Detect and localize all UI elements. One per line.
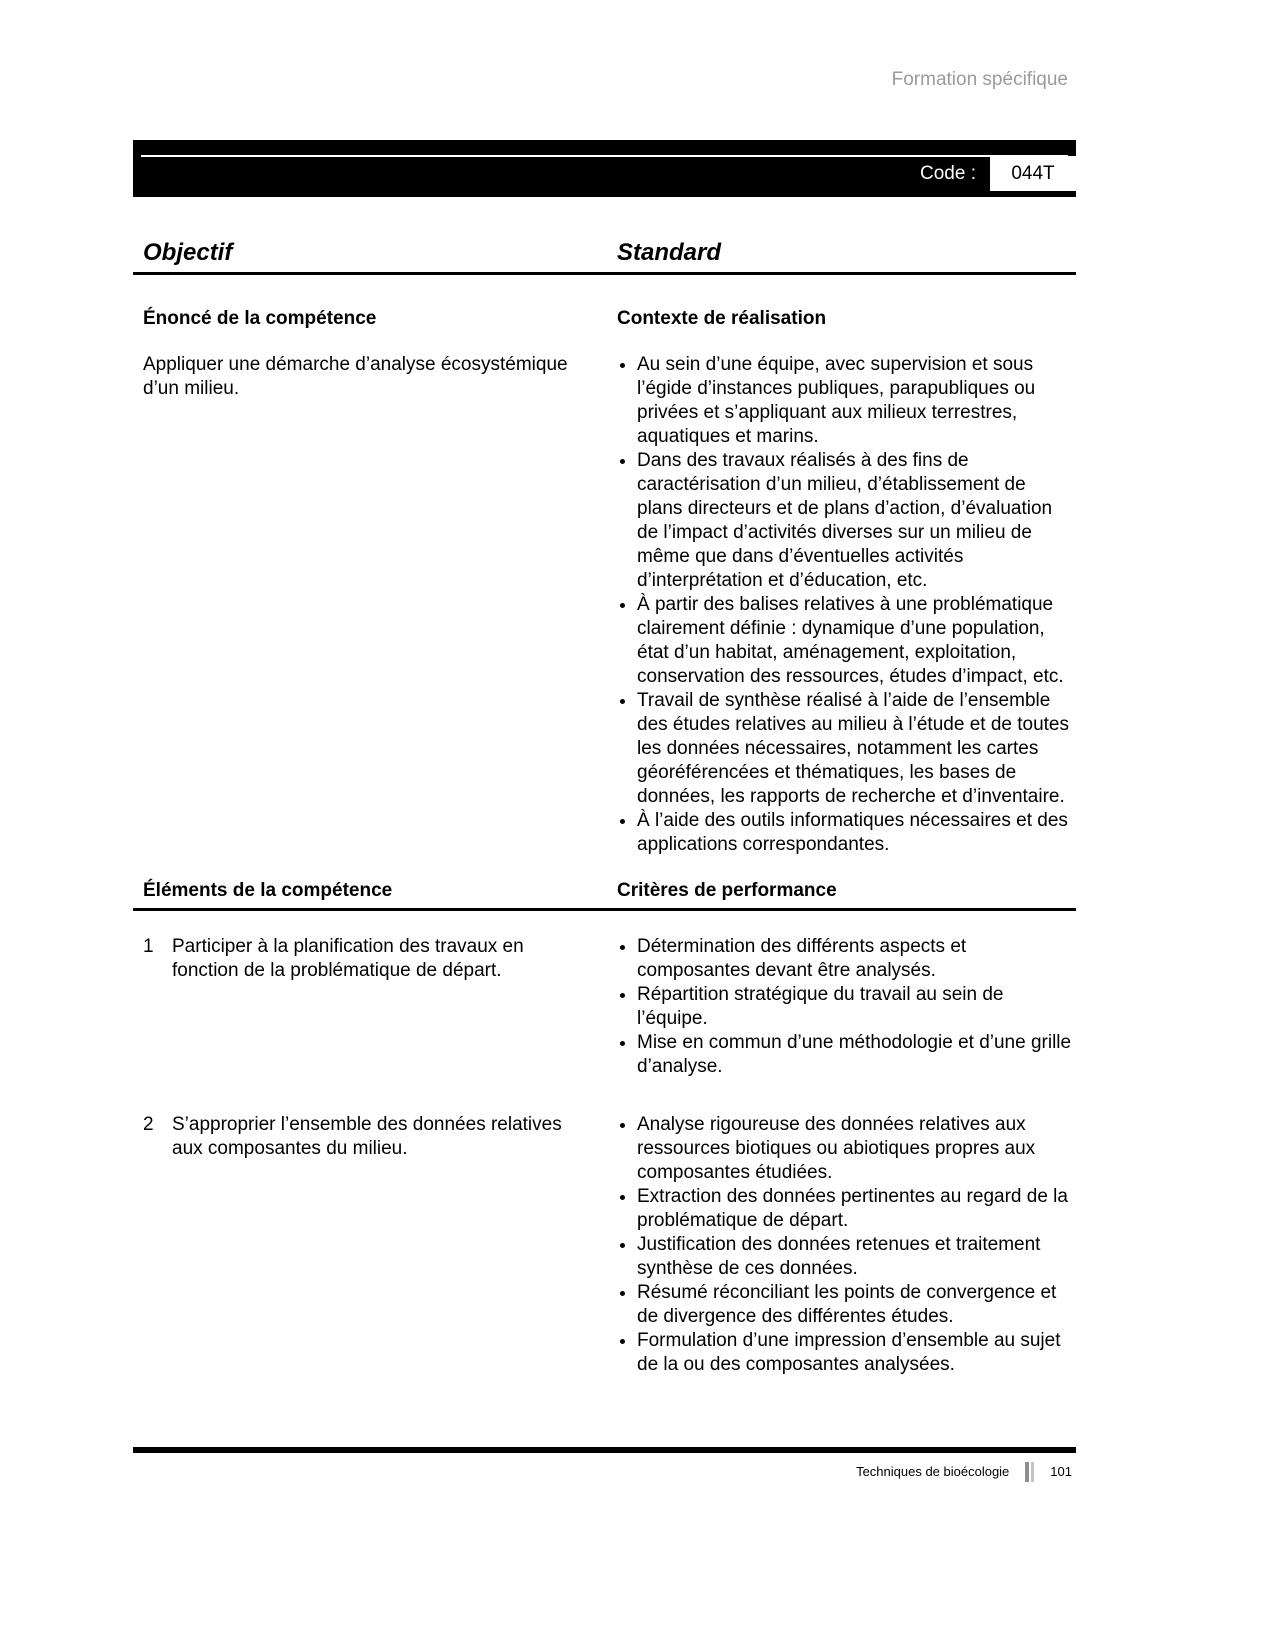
element-row bbox=[133, 935, 1076, 1079]
page-number: 101 bbox=[1050, 1464, 1072, 1479]
element-cell bbox=[133, 935, 617, 1079]
code-label: Code : bbox=[920, 163, 976, 184]
criteria-bullet: • Détermination des différents aspects et composantes devant être analysés. bbox=[637, 935, 1076, 983]
criteria-bullet: • Justification des données retenues et traitement synthèse de ces données. bbox=[637, 1233, 1076, 1281]
criteria-bullet: • Extraction des données pertinentes au regard de la problématique de départ. bbox=[637, 1185, 1076, 1233]
page-footer bbox=[133, 1447, 1076, 1482]
element-text: Participer à la planification des travaux en fonction de la problématique de départ. bbox=[172, 936, 524, 981]
elements-criteria-headers bbox=[133, 879, 1076, 903]
element-number: 1 bbox=[143, 936, 154, 957]
standard-title: Standard bbox=[617, 239, 722, 266]
competence-cell bbox=[133, 307, 617, 857]
elements-rule bbox=[133, 908, 1076, 911]
separator-bar-icon bbox=[1025, 1462, 1029, 1482]
code-value-box bbox=[990, 156, 1076, 191]
section-label: Formation spécifique bbox=[891, 69, 1068, 90]
competence-statement: Appliquer une démarche d’analyse écosystémique d’un milieu. bbox=[143, 354, 568, 399]
document-page bbox=[133, 0, 1076, 1377]
footer-meta bbox=[133, 1462, 1076, 1482]
context-cell bbox=[617, 307, 1076, 857]
competence-context-section bbox=[133, 307, 1076, 857]
element-cell bbox=[133, 1113, 617, 1377]
objectif-title: Objectif bbox=[143, 239, 233, 266]
footer-rule bbox=[133, 1447, 1076, 1453]
context-bullet: • Travail de synthèse réalisé à l’aide de l’ensemble des études relatives au milieu à l’étude et de toutes les données nécessaires, notamment les cartes géoréférencées et thématiques, les bases de données, les rapports de recherche et d’inventaire. bbox=[637, 689, 1076, 809]
separator-bar-icon bbox=[1031, 1462, 1034, 1482]
footer-program-title: Techniques de bioécologie bbox=[856, 1464, 1010, 1479]
context-bullet: • À l’aide des outils informatiques nécessaires et des applications correspondantes. bbox=[637, 809, 1076, 857]
criteria-cell bbox=[617, 1113, 1076, 1377]
competence-heading: Énoncé de la compétence bbox=[143, 308, 377, 329]
element-text: S’approprier l’ensemble des données relatives aux composantes du milieu. bbox=[172, 1114, 562, 1159]
context-bullet: • Au sein d’une équipe, avec supervision et sous l’égide d’instances publiques, parapubliques ou privées et s’appliquant aux milieux terrestres, aquatiques et marins. bbox=[637, 353, 1076, 449]
elements-heading: Éléments de la compétence bbox=[143, 880, 393, 901]
footer-separator-bars bbox=[1025, 1462, 1034, 1482]
element-number: 2 bbox=[143, 1114, 154, 1135]
title-rule bbox=[133, 272, 1076, 275]
criteria-bullet: • Répartition stratégique du travail au sein de l’équipe. bbox=[637, 983, 1076, 1031]
element-row bbox=[133, 1113, 1076, 1377]
context-bullet-list bbox=[617, 353, 1076, 857]
column-titles bbox=[133, 239, 1076, 267]
criteria-bullet: • Résumé réconciliant les points de convergence et de divergence des différentes études. bbox=[637, 1281, 1076, 1329]
criteria-bullet-list bbox=[617, 1113, 1076, 1377]
context-bullet: • À partir des balises relatives à une problématique clairement définie : dynamique d’une population, état d’un habitat, aménagement, exploitation, conservation des ressources, études d’impact, etc. bbox=[637, 593, 1076, 689]
context-heading: Contexte de réalisation bbox=[617, 308, 827, 329]
criteria-bullet: • Mise en commun d’une méthodologie et d’une grille d’analyse. bbox=[637, 1031, 1076, 1079]
context-bullet: • Dans des travaux réalisés à des fins de caractérisation d’un milieu, d’établissement de plans directeurs et de plans d’action, d’évaluation de l’impact d’activités diverses sur un milieu de même que dans d’éventuelles activités d’interprétation et d’éducation, etc. bbox=[637, 449, 1076, 593]
code-banner bbox=[133, 140, 1076, 197]
criteria-heading: Critères de performance bbox=[617, 880, 837, 901]
criteria-bullet: • Analyse rigoureuse des données relatives aux ressources biotiques ou abiotiques propres aux composantes étudiées. bbox=[637, 1113, 1076, 1185]
criteria-bullet: • Formulation d’une impression d’ensemble au sujet de la ou des composantes analysées. bbox=[637, 1329, 1076, 1377]
criteria-cell bbox=[617, 935, 1076, 1079]
criteria-bullet-list bbox=[617, 935, 1076, 1079]
code-value: 044T bbox=[1011, 162, 1055, 184]
